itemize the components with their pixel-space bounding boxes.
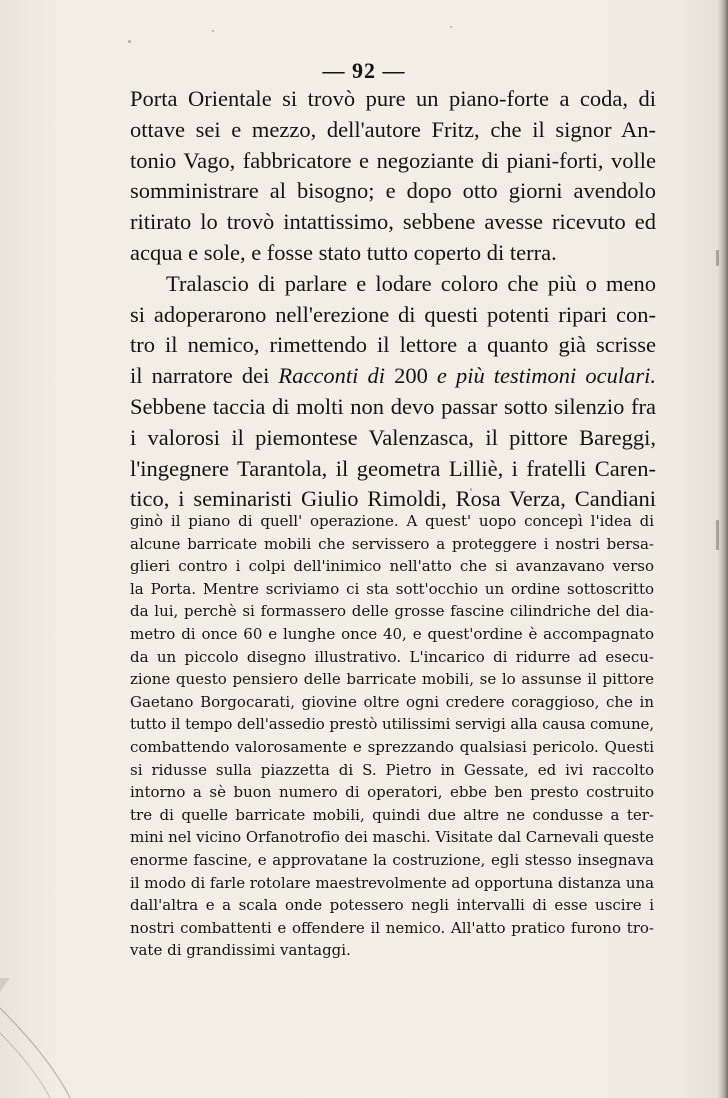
page-edge-shadow <box>718 0 728 1098</box>
footnote-line: nostri combattenti e offendere il nemico. All'atto pratico furono tro- <box>130 918 654 937</box>
text-line: l'ingegnere Tarantola, il geometra Lilliè, i fratelli Caren- <box>130 455 656 481</box>
footnote-line: mini nel vicino Orfanotrofio dei maschi. Visitate dal Carnevali queste <box>130 828 654 847</box>
footnote <box>130 510 654 962</box>
footnote-line: tre di quelle barricate mobili, quindi due altre ne condusse a ter- <box>130 805 654 824</box>
crease-line <box>0 1008 70 1098</box>
paper-speck <box>716 520 719 550</box>
footnote-line: vate di grandissimi vantaggi. <box>130 941 351 960</box>
paper-speck <box>450 26 452 28</box>
footnote-line: da lui, perchè si formassero delle grosse fascine cilindriche del dia- <box>130 602 654 621</box>
paragraph-1 <box>130 84 656 269</box>
text-line: ritirato lo trovò intattissimo, sebbene avesse ricevuto ed <box>130 209 656 235</box>
footnote-line: glieri contro i colpi dell'inimico nell'atto che si avanzavano verso <box>130 557 654 576</box>
footnote-line: alcune barricate mobili che servissero a proteggere i nostri bersa- <box>130 534 654 553</box>
footnote-line: ginò il piano di quell' operazione. A quest' uopo concepì l'idea di <box>130 512 654 530</box>
footnote-line: tutto il tempo dell'assedio prestò utilissimi servigi alla causa comune, <box>130 715 654 734</box>
footnote-line: metro di once 60 e lunghe once 40, e quest'ordine è accompagnato <box>130 624 654 643</box>
paper-speck <box>716 250 719 266</box>
text-fragment: il narratore dei <box>130 363 279 389</box>
footnote-line: si ridusse sulla piazzetta di S. Pietro in Gessate, ed ivi raccolto <box>130 760 654 779</box>
crease-line <box>0 1033 50 1098</box>
text-line: somministrare al bisogno; e dopo otto giorni avendolo <box>130 178 656 204</box>
book-title-italic: Racconti di <box>278 363 385 389</box>
text-line: si adoperarono nell'erezione di questi potenti ripari con- <box>130 301 656 327</box>
paper-speck <box>212 30 214 32</box>
text-line: Sebbene taccia di molti non devo passar sotto silenzio fra <box>130 393 656 419</box>
text-line-with-title <box>130 361 656 392</box>
paper-speck <box>128 40 131 43</box>
main-text <box>130 84 656 515</box>
footnote-line: da un piccolo disegno illustrativo. L'incarico di ridurre ad esecu- <box>130 647 654 666</box>
page-corner-crease <box>0 978 110 1098</box>
text-line: tonio Vago, fabbricatore e negoziante di piani-forti, volle <box>130 147 656 173</box>
text-line: tro il nemico, rimettendo il lettore a quanto già scrisse <box>130 332 656 358</box>
footnote-line: il modo di farle rotolare maestrevolmente ad opportuna distanza una <box>130 873 655 892</box>
footnote-line: zione questo pensiero delle barricate mobili, se lo assunse il pittore <box>130 670 654 689</box>
footnote-line: la Porta. Mentre scriviamo ci sta sott'occhio un ordine sottoscritto <box>130 579 654 598</box>
book-title-italic: e più testimoni oculari. <box>436 363 657 389</box>
page-number: — 92 — <box>322 58 406 83</box>
paragraph-2 <box>130 269 656 515</box>
text-fragment: 200 <box>384 363 437 389</box>
footnote-line: intorno a sè buon numero di operatori, ebbe ben presto costruito <box>130 783 654 802</box>
footnote-line: Gaetano Borgocarati, giovine oltre ogni credere coraggioso, che in <box>130 692 654 711</box>
footnote-line: dall'altra e a scala onde potessero negli intervalli di esse uscire i <box>130 896 654 915</box>
footnote-line: combattendo valorosamente e sprezzando qualsiasi pericolo. Questi <box>130 737 654 756</box>
text-line: acqua e sole, e fosse stato tutto coperto di terra. <box>130 239 557 265</box>
text-line: Porta Orientale si trovò pure un piano-forte a coda, di <box>130 86 656 111</box>
text-line: tico, i seminaristi Giulio Rimoldi, Rosa Verza, Candiani <box>130 486 656 512</box>
text-line: Tralascio di parlare e lodare coloro che più o meno <box>166 270 656 296</box>
footnote-line: enorme fascine, e approvatane la costruzione, egli stesso insegnava <box>130 850 654 869</box>
crease-shadow <box>0 978 10 992</box>
text-line: ottave sei e mezzo, dell'autore Fritz, che il signor An- <box>130 116 656 142</box>
text-line: i valorosi il piemontese Valenzasca, il pittore Bareggi, <box>130 424 656 450</box>
